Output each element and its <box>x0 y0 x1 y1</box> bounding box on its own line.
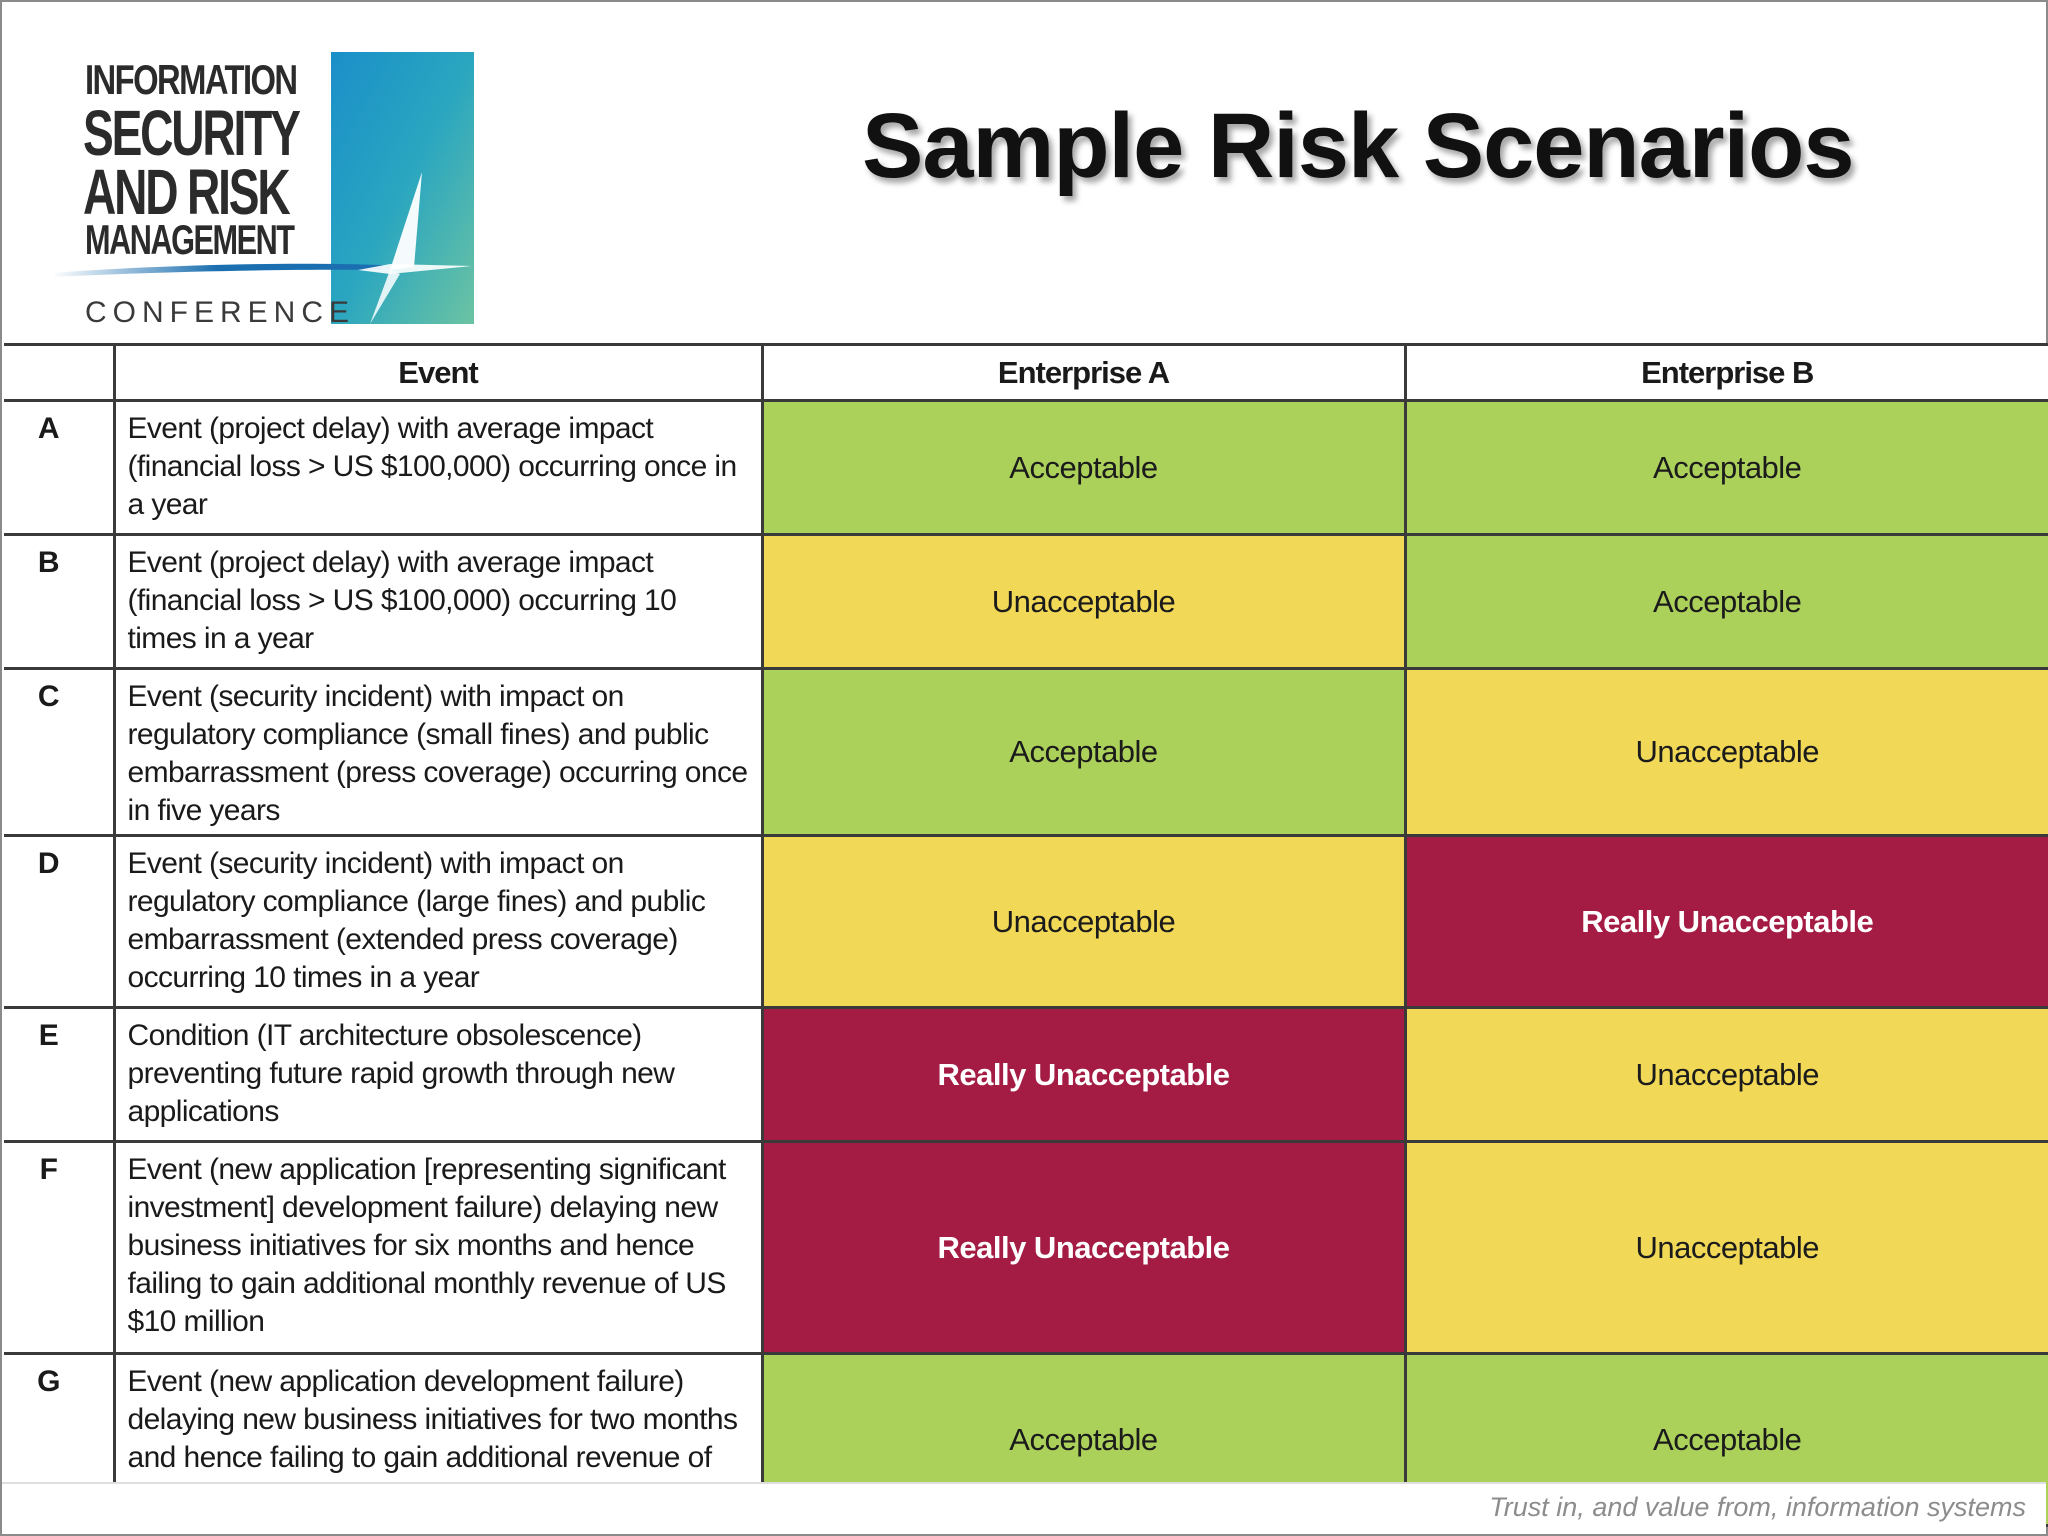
row-id: B <box>4 535 114 669</box>
row-id: A <box>4 401 114 535</box>
table-row <box>4 1008 2048 1142</box>
conference-logo <box>52 52 482 332</box>
slide-footer <box>2 1482 2046 1534</box>
rating-enterprise-b: Unacceptable <box>1405 669 2048 836</box>
table-row <box>4 535 2048 669</box>
risk-scenarios-table <box>4 343 2048 1527</box>
rating-enterprise-b: Acceptable <box>1405 1354 2048 1526</box>
header-event: Event <box>114 345 762 401</box>
header-enterprise-a: Enterprise A <box>762 345 1405 401</box>
row-event: Condition (IT architecture obsolescence) preventing future rapid growth through new applications <box>114 1008 762 1142</box>
rating-enterprise-b: Acceptable <box>1405 535 2048 669</box>
rating-enterprise-a: Really Unacceptable <box>762 1008 1405 1142</box>
row-event: Event (new application development failure) delaying new business initiatives for two months and hence failing to gain additional revenue of <box>114 1354 762 1526</box>
row-event: Event (security incident) with impact on regulatory compliance (small fines) and public embarrassment (press coverage) occurring once in five years <box>114 669 762 836</box>
header-id <box>4 345 114 401</box>
rating-enterprise-a: Unacceptable <box>762 836 1405 1008</box>
logo-text-conference: CONFERENCE <box>85 296 356 329</box>
row-id: D <box>4 836 114 1008</box>
slide-title: Sample Risk Scenarios <box>862 95 1854 197</box>
table-row <box>4 836 2048 1008</box>
table-row <box>4 669 2048 836</box>
rating-enterprise-a: Acceptable <box>762 1354 1405 1526</box>
table-header-row <box>4 345 2048 401</box>
table-row <box>4 401 2048 535</box>
row-id: C <box>4 669 114 836</box>
logo-text-security: SECURITY <box>83 97 299 169</box>
rating-enterprise-a: Really Unacceptable <box>762 1142 1405 1354</box>
rating-enterprise-a: Acceptable <box>762 669 1405 836</box>
rating-enterprise-a: Acceptable <box>762 401 1405 535</box>
row-event: Event (security incident) with impact on regulatory compliance (large fines) and public embarrassment (extended press coverage) occurring 10 times in a year <box>114 836 762 1008</box>
logo-text-and-risk: AND RISK <box>83 156 289 228</box>
row-id: F <box>4 1142 114 1354</box>
table-row <box>4 1142 2048 1354</box>
logo-text-information: INFORMATION <box>85 56 297 103</box>
row-id: E <box>4 1008 114 1142</box>
header-enterprise-b: Enterprise B <box>1405 345 2048 401</box>
row-event: Event (project delay) with average impact (financial loss > US $100,000) occurring once in a year <box>114 401 762 535</box>
row-event: Event (project delay) with average impact (financial loss > US $100,000) occurring 10 times in a year <box>114 535 762 669</box>
row-event: Event (new application [representing significant investment] development failure) delaying new business initiatives for six months and hence failing to gain additional monthly revenue of US $10 million <box>114 1142 762 1354</box>
row-id: G <box>4 1354 114 1526</box>
logo-text-management: MANAGEMENT <box>85 216 294 263</box>
footer-tagline: Trust in, and value from, information systems <box>1489 1492 2026 1522</box>
rating-enterprise-b: Unacceptable <box>1405 1142 2048 1354</box>
rating-enterprise-a: Unacceptable <box>762 535 1405 669</box>
rating-enterprise-b: Acceptable <box>1405 401 2048 535</box>
rating-enterprise-b: Unacceptable <box>1405 1008 2048 1142</box>
rating-enterprise-b: Really Unacceptable <box>1405 836 2048 1008</box>
